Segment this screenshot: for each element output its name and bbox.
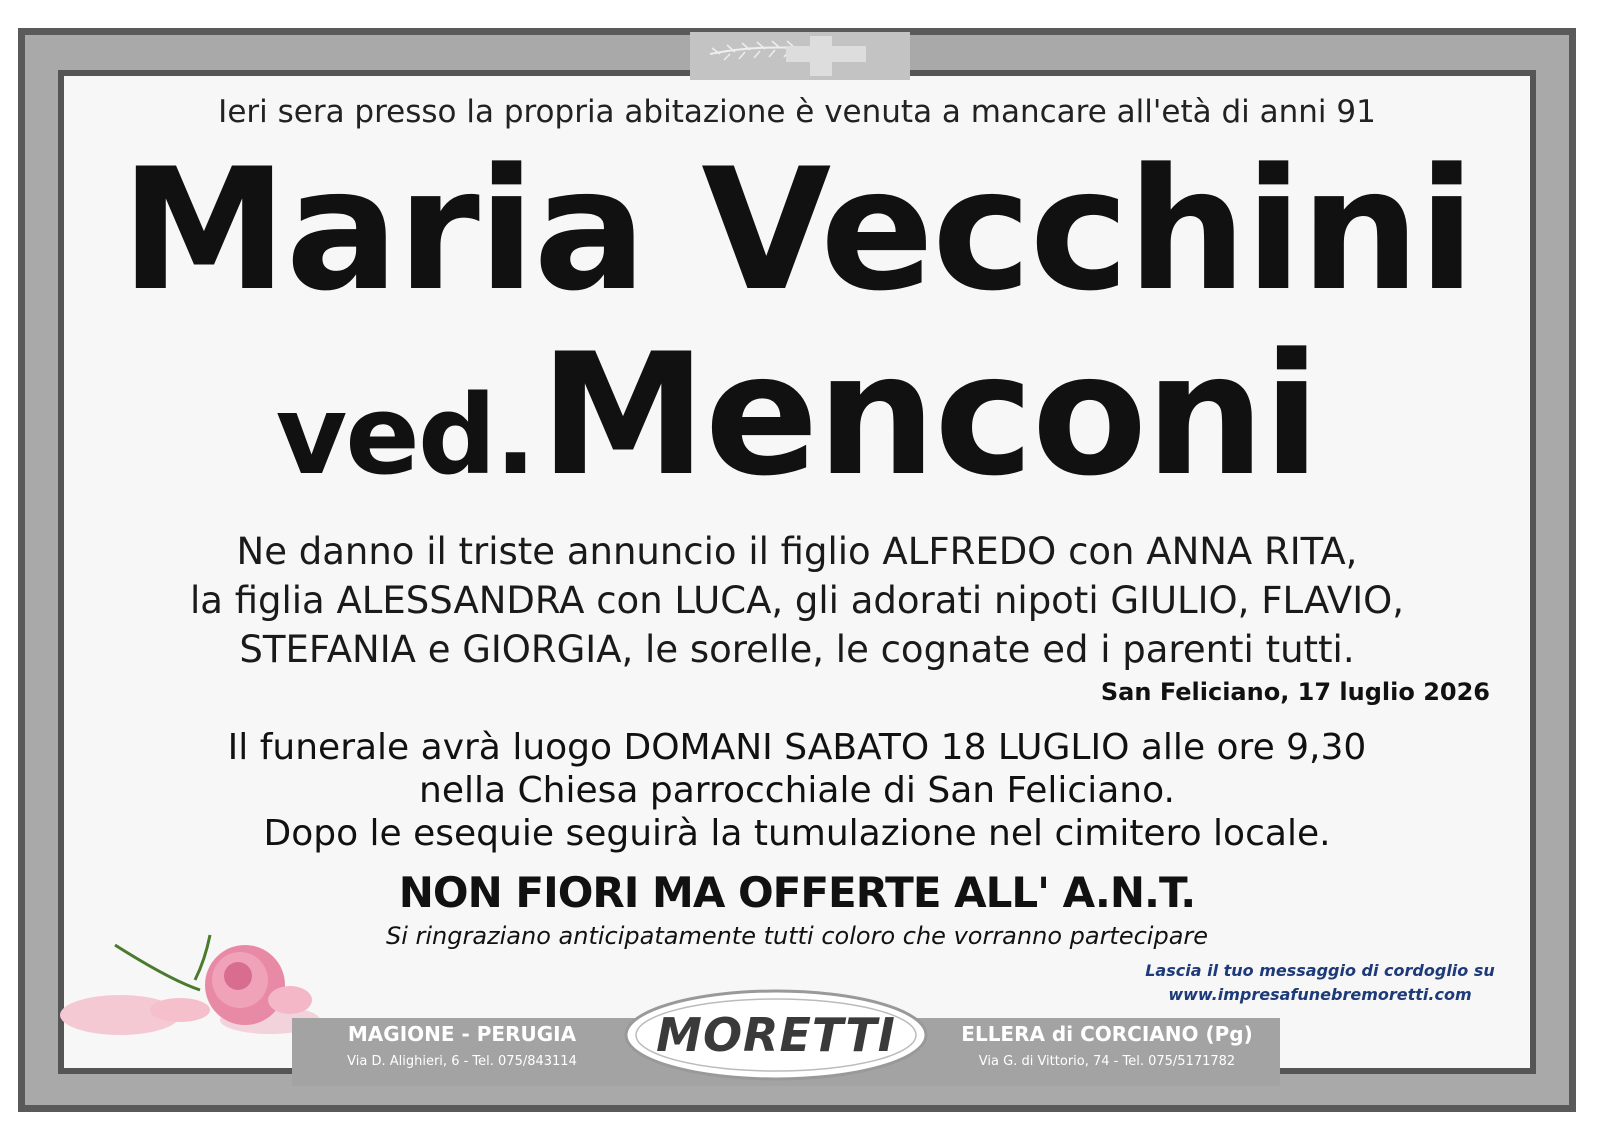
no-flowers-notice: NON FIORI MA OFFERTE ALL' A.N.T. xyxy=(398,868,1196,917)
palm-cross-icon xyxy=(690,32,910,80)
married-surname: Menconi xyxy=(539,317,1319,513)
announcement-line: la figlia ALESSANDRA con LUCA, gli adorati nipoti GIULIO, FLAVIO, xyxy=(189,579,1404,622)
intro-text: Ieri sera presso la propria abitazione è venuta a mancare all'età di anni 91 xyxy=(218,94,1376,130)
footer-left-branch xyxy=(297,1018,627,1069)
deceased-name: Maria Vecchini xyxy=(120,132,1474,328)
deceased-surname-line xyxy=(64,317,1530,553)
funeral-line: nella Chiesa parrocchiale di San Feliciano. xyxy=(419,770,1175,811)
logo-text: MORETTI xyxy=(656,1008,896,1062)
condolence-text: Lascia il tuo messaggio di cordoglio su xyxy=(1145,961,1495,980)
funeral-line: Il funerale avrà luogo DOMANI SABATO 18 LUGLIO alle ore 9,30 xyxy=(227,727,1367,768)
announcement-line: Ne danno il triste annuncio il figlio ALFREDO con ANNA RITA, xyxy=(236,530,1358,573)
branch-title: ELLERA di CORCIANO (Pg) xyxy=(961,1022,1253,1046)
funeral-line: Dopo le esequie seguirà la tumulazione nel cimitero locale. xyxy=(263,813,1331,854)
branch-title: MAGIONE - PERUGIA xyxy=(347,1022,577,1046)
place-date: San Feliciano, 17 luglio 2026 xyxy=(1100,678,1490,706)
announcement-line: STEFANIA e GIORGIA, le sorelle, le cognate ed i parenti tutti. xyxy=(239,628,1355,671)
condolence-link[interactable]: www.impresafunebremoretti.com xyxy=(1168,985,1472,1004)
rose-icon xyxy=(60,920,330,1040)
thanks-text: Si ringraziano anticipatamente tutti coloro che vorranno partecipare xyxy=(385,922,1209,950)
footer-right-branch xyxy=(942,1018,1272,1069)
widow-prefix: ved. xyxy=(275,371,535,499)
branch-address: Via D. Alighieri, 6 - Tel. 075/843114 xyxy=(347,1054,577,1069)
company-logo xyxy=(620,988,932,1082)
branch-address: Via G. di Vittorio, 74 - Tel. 075/5171782 xyxy=(978,1054,1236,1069)
